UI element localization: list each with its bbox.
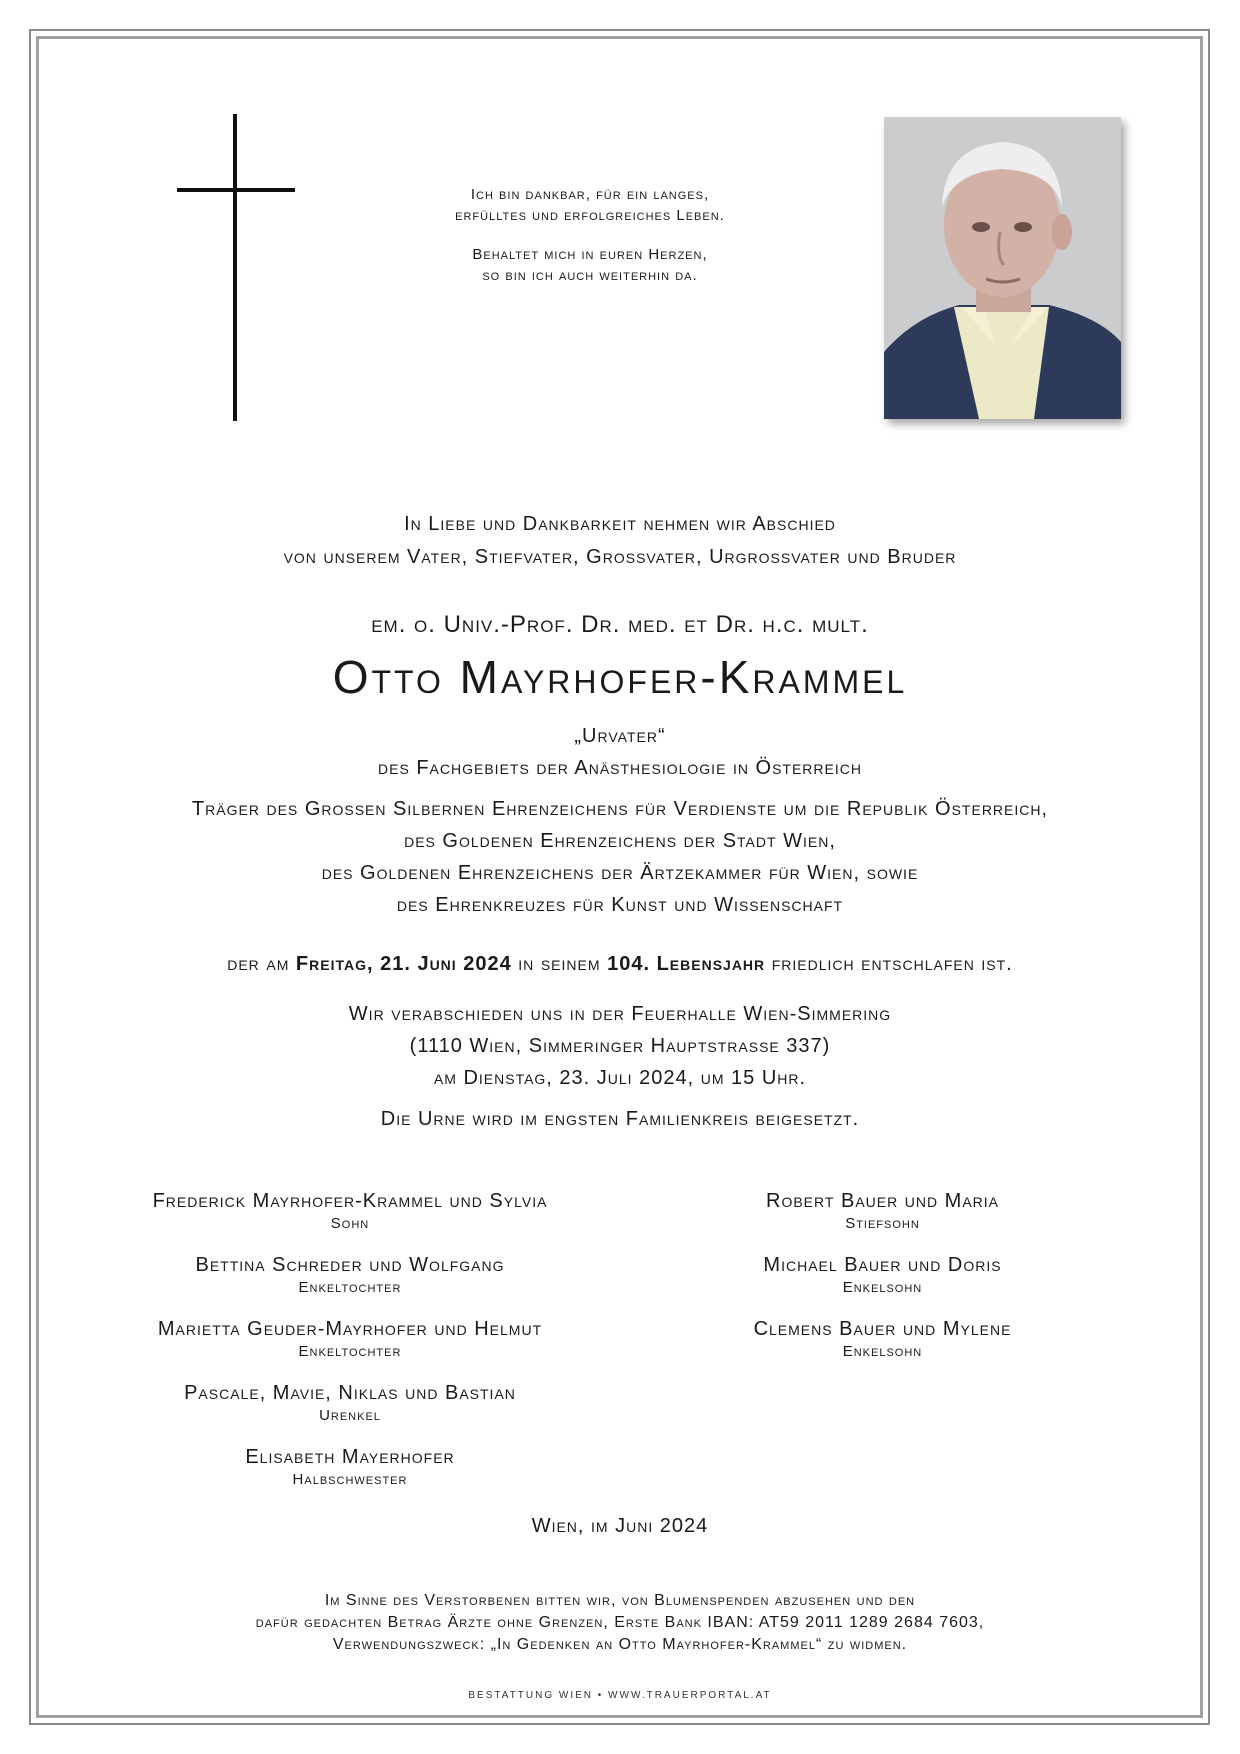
quote bbox=[380, 184, 800, 304]
intro-line-1: In Liebe und Dankbarkeit nehmen wir Abschied bbox=[404, 513, 836, 535]
family-entry bbox=[665, 1254, 1100, 1296]
ceremony-info bbox=[0, 998, 1240, 1094]
family-relation: Enkeltochter bbox=[298, 1343, 402, 1360]
academic-title: em. o. Univ.-Prof. Dr. med. et Dr. h.c. mult. bbox=[371, 611, 869, 638]
deceased-name: Otto Mayrhofer-Krammel bbox=[332, 651, 908, 703]
family-name: Clemens Bauer und Mylene bbox=[753, 1318, 1012, 1340]
family-relation: Sohn bbox=[330, 1215, 370, 1232]
family-relation: Stiefsohn bbox=[845, 1215, 920, 1232]
quote-line: so bin ich auch weiterhin da. bbox=[482, 267, 698, 284]
honour-line: des Ehrenkreuzes für Kunst und Wissenschaft bbox=[396, 894, 844, 916]
family-entry bbox=[665, 1190, 1100, 1232]
family-entry bbox=[665, 1318, 1100, 1360]
footer-credit: BESTATTUNG WIEN • WWW.TRAUERPORTAL.AT bbox=[468, 1690, 772, 1701]
family-entry bbox=[90, 1190, 610, 1232]
family-relation: Urenkel bbox=[319, 1407, 381, 1424]
donation-line-1: Im Sinne des Verstorbenen bitten wir, von Blumenspenden abzusehen und den bbox=[324, 1592, 916, 1609]
epithet-description: des Fachgebiets der Anästhesiologie in Österreich bbox=[378, 757, 862, 779]
cross-icon bbox=[233, 114, 237, 421]
epithet-text: „Urvater“ bbox=[574, 725, 666, 747]
quote-line: Behaltet mich in euren Herzen, bbox=[472, 246, 708, 263]
family-entry bbox=[90, 1254, 610, 1296]
death-prefix: der am bbox=[227, 953, 296, 975]
family-entry bbox=[90, 1318, 610, 1360]
epithet bbox=[0, 720, 1240, 784]
ceremony-line-2: (1110 Wien, Simmeringer Hauptstrasse 337) bbox=[409, 1035, 831, 1057]
family-name: Marietta Geuder-Mayrhofer und Helmut bbox=[157, 1318, 543, 1340]
family-relation: Halbschwester bbox=[292, 1471, 408, 1488]
family-relation: Enkelsohn bbox=[842, 1343, 923, 1360]
family-name: Elisabeth Mayerhofer bbox=[245, 1446, 455, 1468]
honour-line: des Goldenen Ehrenzeichens der Stadt Wien, bbox=[404, 830, 836, 852]
family-name: Michael Bauer und Doris bbox=[763, 1254, 1002, 1276]
family-name: Bettina Schreder und Wolfgang bbox=[195, 1254, 505, 1276]
donation-line-3: Verwendungszweck: „In Gedenken an Otto Mayrhofer-Krammel“ zu widmen. bbox=[332, 1636, 908, 1653]
family-relation: Enkeltochter bbox=[298, 1279, 402, 1296]
family-relation: Enkelsohn bbox=[842, 1279, 923, 1296]
cross-icon-bar bbox=[177, 188, 295, 192]
death-suffix: friedlich entschlafen ist. bbox=[765, 953, 1013, 975]
honour-line: Träger des Grossen Silbernen Ehrenzeichens für Verdienste um die Republik Österreich, bbox=[191, 798, 1049, 820]
death-age: 104. Lebensjahr bbox=[607, 953, 766, 975]
place-date: Wien, im Juni 2024 bbox=[531, 1515, 709, 1537]
family-name: Pascale, Mavie, Niklas und Bastian bbox=[184, 1382, 516, 1404]
death-notice bbox=[0, 953, 1240, 976]
family-list-right bbox=[665, 1190, 1100, 1382]
family-name: Frederick Mayrhofer-Krammel und Sylvia bbox=[152, 1190, 548, 1212]
ceremony-line-3: am Dienstag, 23. Juli 2024, um 15 Uhr. bbox=[433, 1067, 807, 1089]
family-entry bbox=[90, 1382, 610, 1424]
intro bbox=[0, 508, 1240, 574]
quote-line: Ich bin dankbar, für ein langes, bbox=[470, 186, 710, 203]
portrait-photo bbox=[884, 117, 1121, 419]
death-middle: in seinem bbox=[511, 953, 608, 975]
donation-line-2: dafür gedachten Betrag Ärzte ohne Grenzen, Erste Bank IBAN: AT59 2011 1289 2684 7603, bbox=[255, 1614, 985, 1631]
ceremony-line-1: Wir verabschieden uns in der Feuerhalle Wien-Simmering bbox=[348, 1003, 892, 1025]
quote-line: erfülltes und erfolgreiches Leben. bbox=[455, 207, 725, 224]
family-entry bbox=[90, 1446, 610, 1488]
honour-line: des Goldenen Ehrenzeichens der Ärtzekammer für Wien, sowie bbox=[321, 862, 919, 884]
family-list-left bbox=[90, 1190, 610, 1510]
donation-notice bbox=[0, 1590, 1240, 1656]
honours bbox=[0, 793, 1240, 921]
family-name: Robert Bauer und Maria bbox=[766, 1190, 999, 1212]
intro-line-2: von unserem Vater, Stiefvater, Grossvater, Urgrossvater und Bruder bbox=[283, 546, 957, 568]
death-date: Freitag, 21. Juni 2024 bbox=[295, 953, 512, 975]
urn-notice: Die Urne wird im engsten Familienkreis beigesetzt. bbox=[380, 1108, 860, 1130]
